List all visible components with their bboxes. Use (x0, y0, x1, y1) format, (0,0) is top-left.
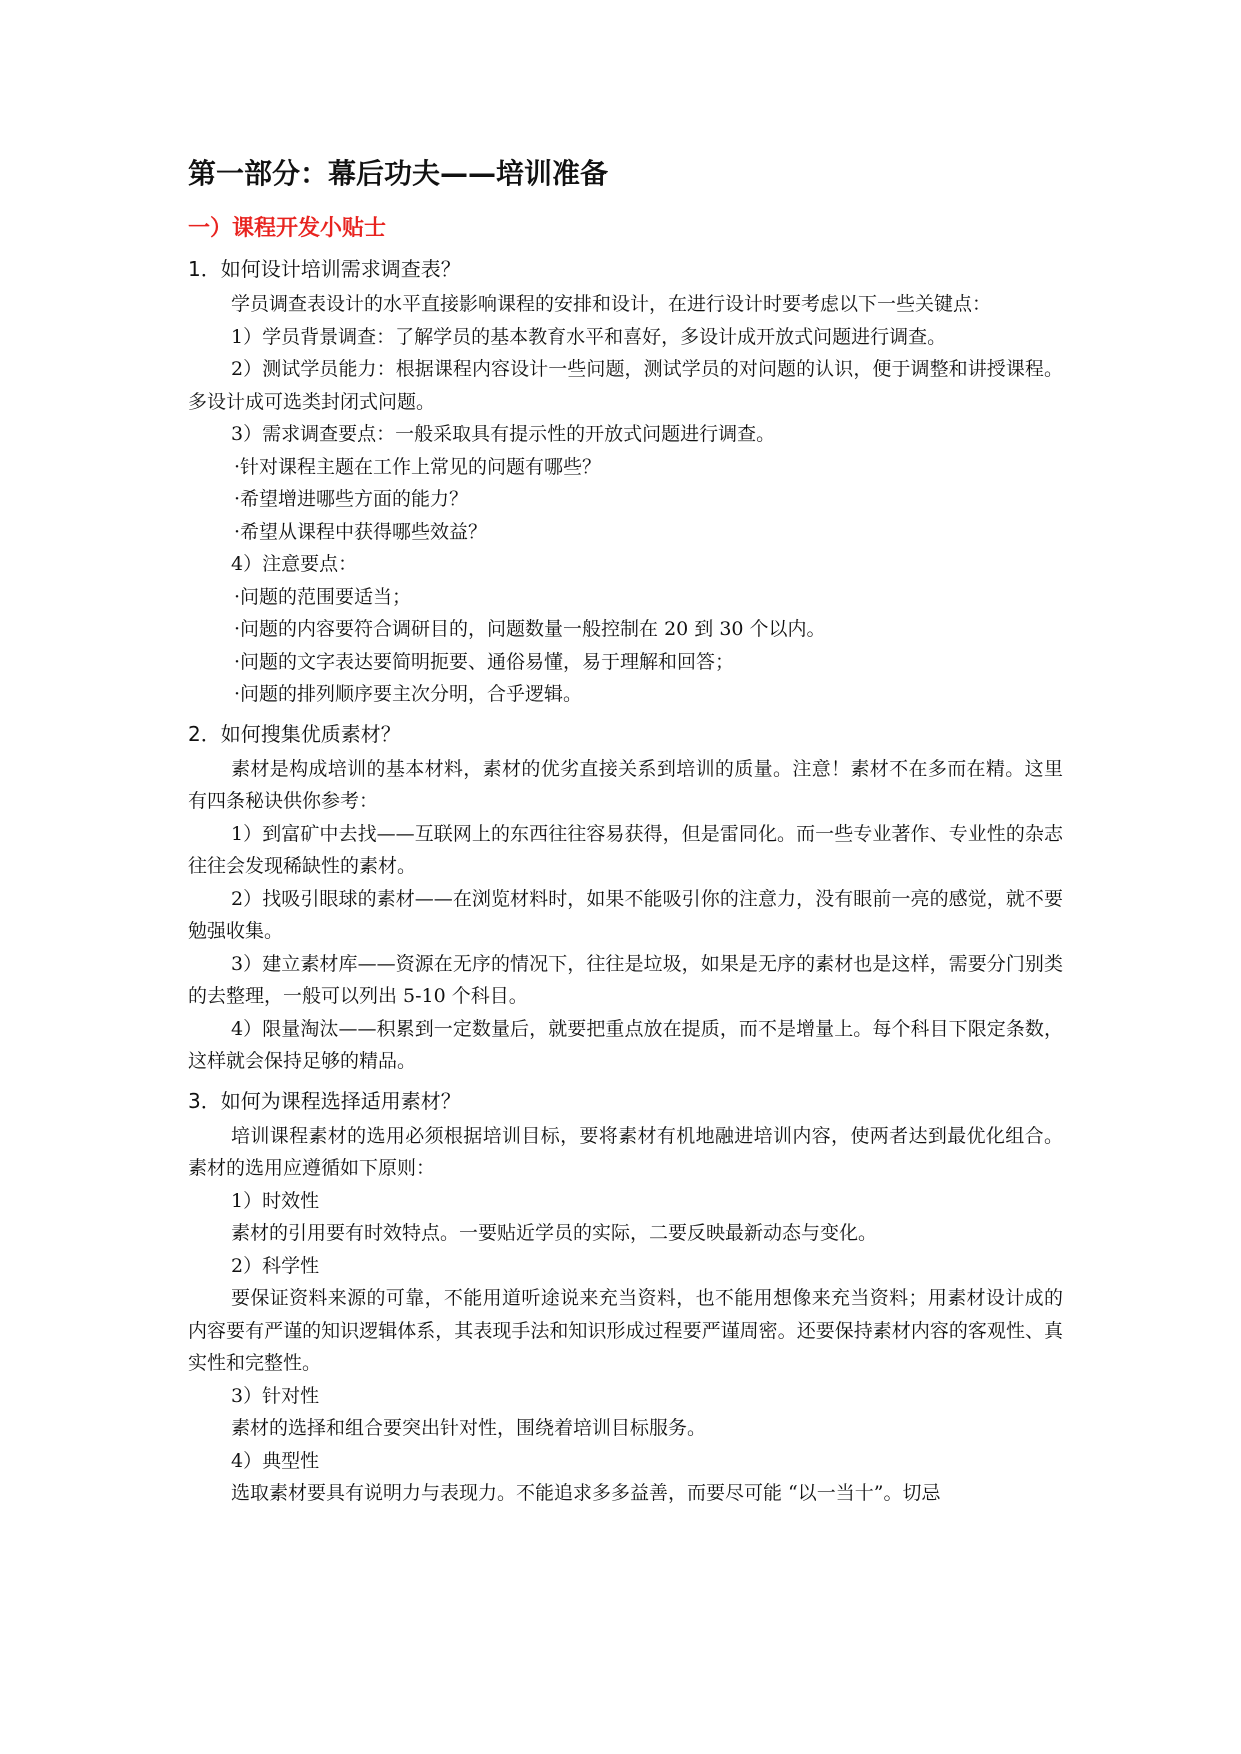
document-page (188, 148, 1063, 1510)
q1-bullet: ·问题的范围要适当； (234, 585, 412, 608)
q3-principle-4-title: 4）典型性 (231, 1449, 320, 1472)
q1-bullet: ·希望增进哪些方面的能力？ (234, 488, 469, 510)
q2-item-1: 1）到富矿中去找——互联网上的东西往往容易获得，但是雷同化。而一些专业著作、专业性的杂志往往会发现稀缺性的素材。 (188, 822, 1063, 877)
q3-principle-3-text: 素材的选择和组合要突出针对性，围绕着培训目标服务。 (231, 1417, 707, 1439)
q3-principle-2-text: 要保证资料来源的可靠，不能用道听途说来充当资料，也不能用想像来充当资料；用素材设计成的内容要有严谨的知识逻辑体系，其表现手法和知识形成过程要严谨周密。还要保持素材内容的客观性、真实性和完整性。 (188, 1287, 1063, 1374)
q3-intro: 培训课程素材的选用必须根据培训目标，要将素材有机地融进培训内容，使两者达到最优化组合。素材的选用应遵循如下原则： (188, 1124, 1063, 1179)
q3-principle-2-title: 2）科学性 (231, 1254, 320, 1277)
q1-bullet: ·希望从课程中获得哪些效益？ (234, 520, 488, 543)
q1-bullet: ·问题的文字表达要简明扼要、通俗易懂，易于理解和回答； (234, 650, 735, 673)
question-1-heading: 1．如何设计培训需求调查表？ (188, 257, 461, 281)
q2-intro: 素材是构成培训的基本材料，素材的优劣直接关系到培训的质量。注意！素材不在多而在精。这里有四条秘诀供你参考： (188, 757, 1063, 812)
q1-item-1: 1）学员背景调查：了解学员的基本教育水平和喜好，多设计成开放式问题进行调查。 (231, 325, 947, 348)
q2-item-2: 2）找吸引眼球的素材——在浏览材料时，如果不能吸引你的注意力，没有眼前一亮的感觉，就不要勉强收集。 (188, 887, 1063, 942)
q1-item-4: 4）注意要点： (231, 553, 358, 575)
q2-item-3: 3）建立素材库——资源在无序的情况下，往往是垃圾，如果是无序的素材也是这样，需要分门别类的去整理，一般可以列出 5-10 个科目。 (188, 952, 1063, 1007)
q1-bullet: ·针对课程主题在工作上常见的问题有哪些？ (234, 455, 602, 478)
q3-principle-1-title: 1）时效性 (231, 1189, 320, 1212)
question-3-heading: 3．如何为课程选择适用素材？ (188, 1088, 461, 1113)
q3-principle-1-text: 素材的引用要有时效特点。一要贴近学员的实际，二要反映最新动态与变化。 (231, 1222, 878, 1244)
q2-item-4: 4）限量淘汰——积累到一定数量后，就要把重点放在提质，而不是增量上。每个科目下限定条数，这样就会保持足够的精品。 (188, 1017, 1063, 1072)
q1-item-2: 2）测试学员能力：根据课程内容设计一些问题，测试学员的对问题的认识，便于调整和讲授课程。多设计成可选类封闭式问题。 (188, 358, 1063, 413)
q3-principle-3-title: 3）针对性 (231, 1384, 320, 1407)
section-heading: 一）课程开发小贴士 (188, 216, 387, 241)
q1-item-3: 3）需求调查要点：一般采取具有提示性的开放式问题进行调查。 (231, 423, 776, 445)
q1-intro: 学员调查表设计的水平直接影响课程的安排和设计，在进行设计时要考虑以下一些关键点： (231, 293, 992, 315)
question-2-heading: 2．如何搜集优质素材？ (188, 721, 401, 746)
q3-principle-4-text: 选取素材要具有说明力与表现力。不能追求多多益善，而要尽可能 “以一当十”。切忌 (231, 1482, 941, 1504)
q1-bullet: ·问题的排列顺序要主次分明，合乎逻辑。 (234, 683, 583, 705)
part-title: 第一部分：幕后功夫——培训准备 (188, 157, 609, 190)
q1-bullet: ·问题的内容要符合调研目的，问题数量一般控制在 20 到 30 个以内。 (234, 618, 826, 640)
